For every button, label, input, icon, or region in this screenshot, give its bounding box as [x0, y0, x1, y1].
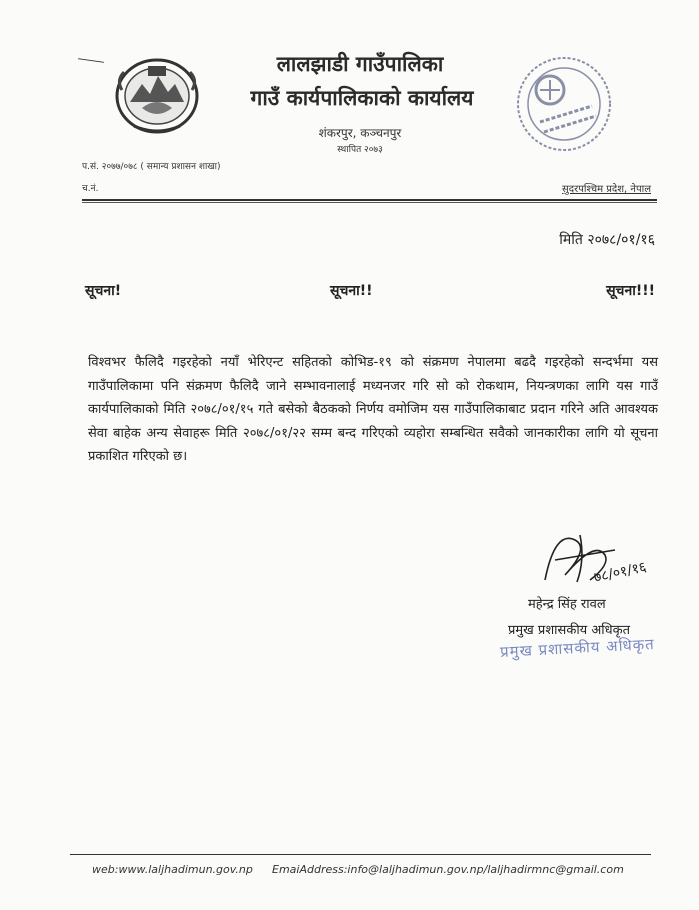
decorative-dash: [78, 58, 104, 63]
notice-date: मिति २०७८/०१/१६: [559, 232, 655, 248]
office-name: गाउँ कार्यपालिकाको कार्यालय: [250, 86, 474, 110]
footer-email: EmaiAddress:info@laljhadimun.gov.np/laljhadirmnc@gmail.com: [272, 863, 624, 876]
org-name: लालझाडी गाउँपालिका: [276, 52, 444, 76]
signature-scribble: [535, 520, 665, 600]
signatory-name: महेन्द्र सिंह रावल: [528, 597, 606, 612]
signatory-title: प्रमुख प्रशासकीय अधिकृत: [508, 623, 631, 638]
footer-rule: [70, 854, 651, 855]
footer-website: web:www.laljhadimun.gov.np: [92, 863, 253, 876]
notice-heading-3: सूचना!!!: [606, 283, 655, 299]
notice-heading-1: सूचना!: [85, 283, 122, 299]
designation-stamp: प्रमुख प्रशासकीय अधिकृत: [499, 634, 656, 662]
office-address: शंकरपुर, कञ्चनपुर: [318, 126, 402, 140]
nepal-emblem-icon: [112, 50, 202, 136]
established-year: स्थापित २०७३: [337, 145, 383, 155]
dispatch-number: च.नं.: [82, 184, 99, 194]
signature-date: ७८/०१/१६: [592, 559, 648, 586]
header-rule: [82, 199, 657, 201]
header-rule-thin: [82, 202, 657, 203]
notice-heading-2: सूचना!!: [330, 283, 373, 299]
office-seal-icon: [510, 50, 618, 158]
notice-body: विश्वभर फैलिदै गइरहेको नयाँ भेरिएन्ट सहितको कोभिड-१९ को संक्रमण नेपालमा बढदै गइरहेको सन्दर्भमा यस गाउँपालिकामा पनि संक्रमण फैलिदै जाने सम्भावनालाई मध्यनजर गरि सो को रोकथाम, नियन्त्रणका लागि यस गाउँ कार्यपालिकाको मिति २०७८/०१/१५ गते बसेको बैठकको निर्णय वमोजिम यस गाउँपालिकाबाट प्रदान गरिने अति आवश्यक सेवा बाहेक अन्य सेवाहरू मिति २०७८/०१/२२ सम्म बन्द गरिएको व्यहोरा सम्बन्धित सवैको जानकारीका लागि यो सूचना प्रकाशित गरिएको छ।: [88, 355, 658, 464]
province-label: सुदरपश्चिम प्रदेश, नेपाल: [562, 184, 651, 195]
reference-number: प.सं. २०७७/०७८ ( समान्य प्रशासन शाखा): [82, 162, 221, 172]
